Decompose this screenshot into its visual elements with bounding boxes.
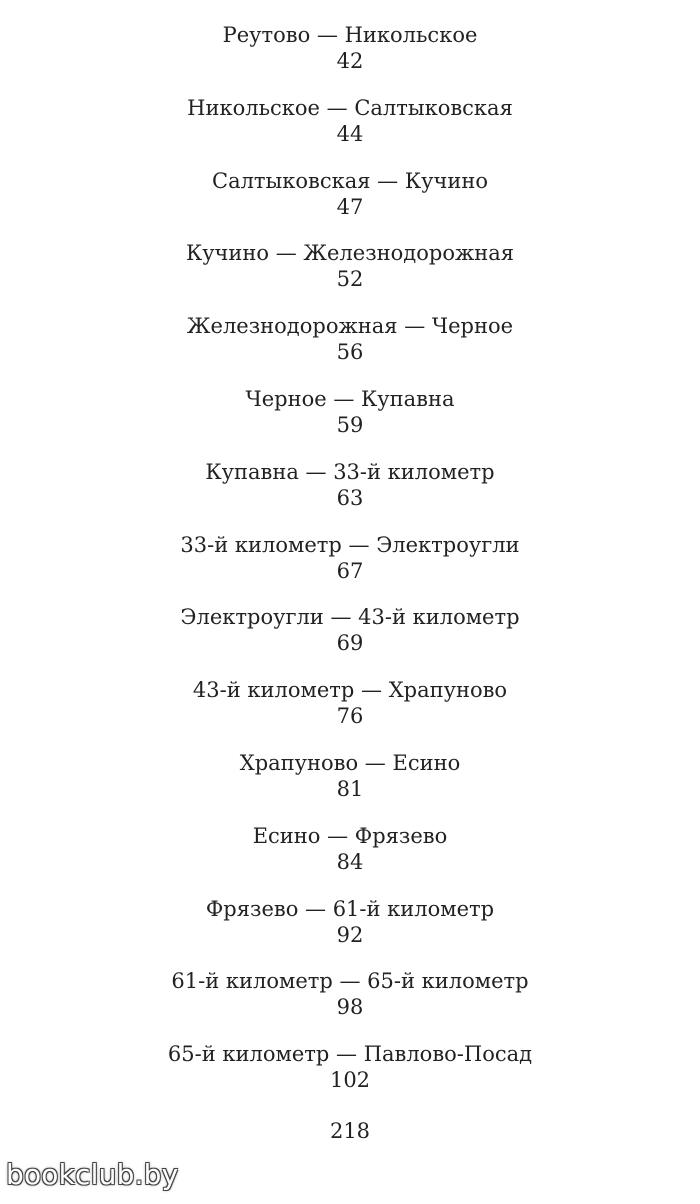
toc-entry[interactable] [0,313,700,386]
toc-entry[interactable] [0,968,700,1041]
toc-entry-page: 52 [336,267,364,292]
toc-entry-title: 65-й километр — Павлово-Посад [167,1042,533,1067]
toc-entry[interactable] [0,22,700,95]
toc-entry-page: 69 [336,631,364,656]
toc-entry-page: 67 [336,558,364,583]
toc-entry-page: 92 [336,922,364,947]
toc-entry-title: 43-й километр — Храпуново [192,678,508,703]
toc-entry-page: 47 [336,194,364,219]
toc-entry-page: 98 [336,995,364,1020]
toc-entry[interactable] [0,896,700,969]
toc-entry-page: 81 [336,776,364,801]
toc-entry[interactable] [0,459,700,532]
toc-entry-title: Электроугли — 43-й километр [180,605,520,630]
toc-entry-title: Храпуново — Есино [239,750,461,775]
toc-entry-title: Реутово — Никольское [222,23,478,47]
toc-entry-title: Железнодорожная — Черное [186,314,514,339]
toc-entry-title: Черное — Купавна [245,386,455,411]
toc-entry-title: Есино — Фрязево [252,823,448,848]
toc-entry[interactable] [0,95,700,168]
toc-entry[interactable] [0,532,700,605]
toc-entry-page: 63 [336,485,364,510]
toc-entry-page: 44 [336,121,364,146]
toc-entry[interactable] [0,168,700,241]
toc-entry-title: Купавна — 33-й километр [205,459,495,484]
toc-entry-title: Никольское — Салтыковская [187,95,513,120]
watermark: bookclub.by [6,1158,179,1191]
toc-entry[interactable] [0,240,700,313]
toc-entry-page: 59 [336,412,364,437]
toc-entry-title: Салтыковская — Кучино [212,168,488,193]
toc-entry-title: 61-й километр — 65-й километр [171,969,529,994]
toc-entry-title: Кучино — Железнодорожная [185,241,515,266]
toc-entry-page: 76 [336,704,364,729]
toc-entry[interactable] [0,823,700,896]
page-number: 218 [329,1119,371,1143]
toc-entry[interactable] [0,1041,700,1114]
toc-entry-page: 84 [336,849,364,874]
toc-entry-page: 42 [336,49,364,73]
toc-entry-title: Фрязево — 61-й километр [205,896,495,921]
toc-entry-title: 33-й километр — Электроугли [180,532,520,557]
toc-entry[interactable] [0,604,700,677]
table-of-contents [0,22,700,1114]
toc-entry-page: 102 [329,1068,371,1093]
toc-entry[interactable] [0,386,700,459]
toc-entry-page: 56 [336,340,364,365]
toc-entry[interactable] [0,677,700,750]
toc-entry[interactable] [0,750,700,823]
